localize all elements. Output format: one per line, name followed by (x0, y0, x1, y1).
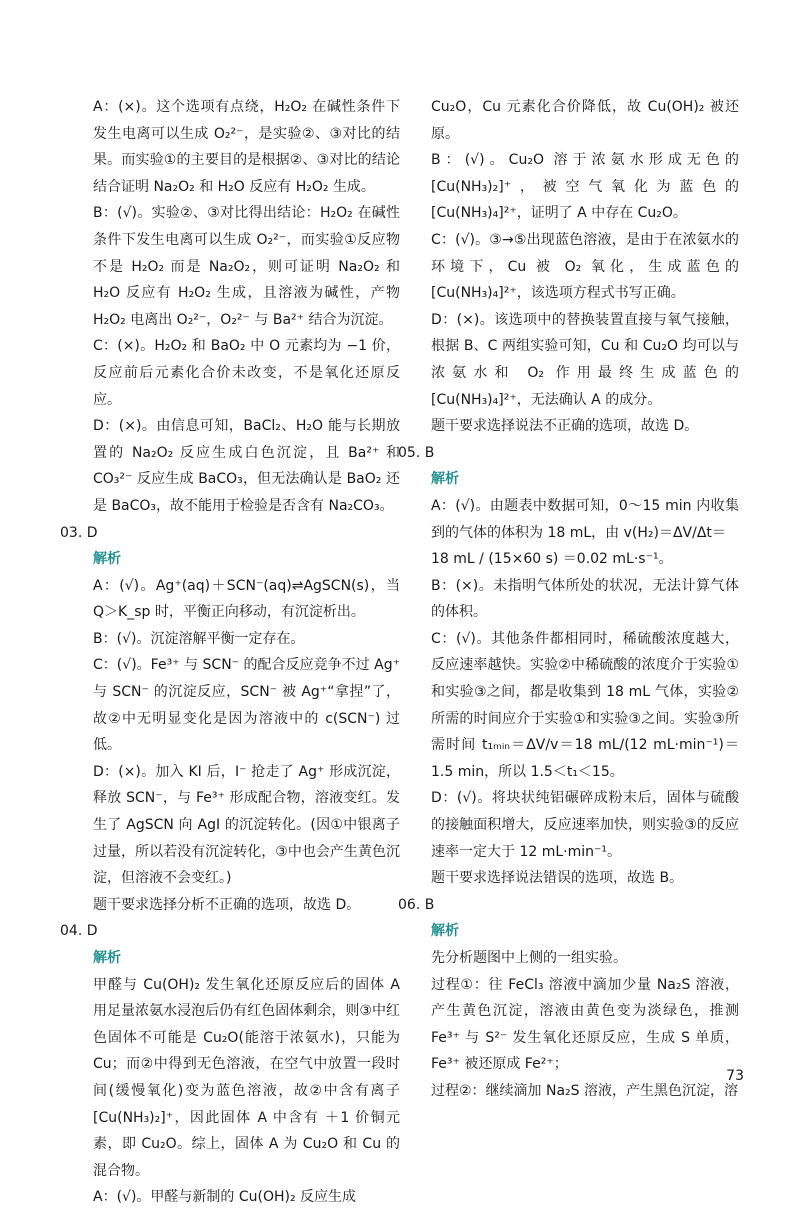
paragraph: D：(×)。由信息可知，BaCl₂、H₂O 能与长期放置的 Na₂O₂ 反应生成白色沉淀，且 Ba²⁺ 和 CO₃²⁻ 反应生成 BaCO₃，但无法确认是 BaO₂ 还是 BaCO₃，故不能用于检验是否含有 Na₂CO₃。 (93, 418, 400, 514)
question-number: 03. D (60, 524, 98, 541)
paragraph: C：(√)。③→⑤出现蓝色溶液，是由于在浓氨水的环境下，Cu 被 O₂ 氧化，生成蓝色的 [Cu(NH₃)₄]²⁺，该选项方程式书写正确。 (431, 231, 739, 302)
paragraph: 题干要求选择分析不正确的选项，故选 D。 (93, 896, 361, 913)
paragraph: D：(×)。加入 KI 后，I⁻ 抢走了 Ag⁺ 形成沉淀，释放 SCN⁻，与 Fe³⁺ 形成配合物，溶液变红。发生了 AgSCN 向 AgI 的沉淀转化。(因①中银离子过量，所以若没有沉淀转化，③中也会产生黄色沉淀，但溶液不会变红。) (93, 763, 400, 887)
paragraph: C：(√)。其他条件都相同时，稀硫酸浓度越大，反应速率越快。实验②中稀硫酸的浓度介于实验①和实验③之间，都是收集到 18 mL 气体，实验②所需的时间应介于实验①和实验③之间。实验③所需时间 t₁ₘᵢₙ＝ΔV/v＝18 mL/(12 mL·min⁻¹)＝1.5 min，所以 1.5＜t₁＜15。 (431, 630, 739, 780)
analysis-heading: 解析 (93, 551, 121, 568)
paragraph: Cu₂O，Cu 元素化合价降低，故 Cu(OH)₂ 被还原。 (431, 99, 739, 142)
paragraph: B：(√)。沉淀溶解平衡一定存在。 (93, 630, 305, 647)
right-column (398, 94, 739, 1105)
analysis-heading: 解析 (431, 471, 459, 488)
left-column (60, 94, 400, 1211)
analysis-heading: 解析 (93, 950, 121, 966)
paragraph: 过程②：继续滴加 Na₂S 溶液，产生黑色沉淀，溶 (431, 1082, 739, 1099)
paragraph: 先分析题图中上侧的一组实验。 (431, 950, 627, 966)
paragraph: B：(×)。未指明气体所处的状况，无法计算气体的体积。 (431, 577, 739, 621)
analysis-heading: 解析 (431, 923, 459, 940)
paragraph: 题干要求选择说法错误的选项，故选 B。 (431, 870, 684, 887)
question-number: 05. B (398, 444, 435, 461)
paragraph: A：(×)。这个选项有点绕，H₂O₂ 在碱性条件下发生电离可以生成 O₂²⁻，是实验②、③对比的结果。而实验①的主要目的是根据②、③对比的结论结合证明 Na₂O₂ 和 H₂O 反应有 H₂O₂ 生成。 (93, 99, 400, 195)
paragraph: A：(√)。由题表中数据可知，0～15 min 内收集到的气体的体积为 18 mL，由 v(H₂)＝ΔV/Δt＝ (431, 497, 739, 541)
paragraph: C：(√)。Fe³⁺ 与 SCN⁻ 的配合反应竞争不过 Ag⁺ 与 SCN⁻ 的沉淀反应，SCN⁻ 被 Ag⁺“拿捏”了，故②中无明显变化是因为溶液中的 c(SCN⁻) 过低。 (93, 657, 400, 754)
paragraph: A：(√)。甲醛与新制的 Cu(OH)₂ 反应生成 (93, 1189, 357, 1206)
paragraph: A：(√)。Ag⁺(aq)＋SCN⁻(aq)⇌AgSCN(s)，当 Q＞K_sp 时，平衡正向移动，有沉淀析出。 (93, 577, 400, 621)
formula-line: 18 mL / (15×60 s) ＝0.02 mL·s⁻¹。 (431, 551, 673, 568)
paragraph: D：(×)。该选项中的替换装置直接与氧气接触，根据 B、C 两组实验可知，Cu 和 Cu₂O 均可以与浓氨水和 O₂ 作用最终生成蓝色的 [Cu(NH₃)₄]²⁺，无法确认 A 的成分。 (431, 311, 739, 408)
page-number: 73 (726, 1068, 744, 1084)
paragraph: 过程①：往 FeCl₃ 溶液中滴加少量 Na₂S 溶液，产生黄色沉淀，溶液由黄色变为淡绿色，推测 Fe³⁺ 与 S²⁻ 发生氧化还原反应，生成 S 单质，Fe³⁺ 被还原成 Fe²⁺； (431, 976, 739, 1073)
paragraph: C：(×)。H₂O₂ 和 BaO₂ 中 O 元素均为 −1 价，反应前后元素化合价未改变，不是氧化还原反应。 (93, 338, 400, 408)
paragraph: B：(√)。Cu₂O 溶于浓氨水形成无色的 [Cu(NH₃)₂]⁺，被空气氧化为蓝色的 [Cu(NH₃)₄]²⁺，证明了 A 中存在 Cu₂O。 (431, 152, 739, 222)
question-number: 04. D (60, 923, 98, 940)
paragraph: 题干要求选择说法不正确的选项，故选 D。 (431, 418, 699, 435)
question-number: 06. B (398, 896, 435, 913)
paragraph: D：(√)。将块状纯铝碾碎成粉末后，固体与硫酸的接触面积增大，反应速率加快，则实验③的反应速率一定大于 12 mL·min⁻¹。 (431, 790, 739, 860)
paragraph: 甲醛与 Cu(OH)₂ 发生氧化还原反应后的固体 A 用足量浓氨水浸泡后仍有红色固体剩余，则③中红色固体不可能是 Cu₂O(能溶于浓氨水)，只能为 Cu；而②中得到无色溶液，在空气中放置一段时间(缓慢氧化)变为蓝色溶液，故②中含有离子 [Cu(NH₃)₂]⁺，因此固体 A 中含有 ＋1 价铜元素，即 Cu₂O。综上，固体 A 为 Cu₂O 和 Cu 的混合物。 (93, 976, 400, 1179)
paragraph: B：(√)。实验②、③对比得出结论：H₂O₂ 在碱性条件下发生电离可以生成 O₂²⁻，而实验①反应物不是 H₂O₂ 而是 Na₂O₂，则可证明 Na₂O₂ 和 H₂O 反应有 H₂O₂ 生成，且溶液为碱性，产物 H₂O₂ 电离出 O₂²⁻，O₂²⁻ 与 Ba²⁺ 结合为沉淀。 (93, 205, 400, 328)
